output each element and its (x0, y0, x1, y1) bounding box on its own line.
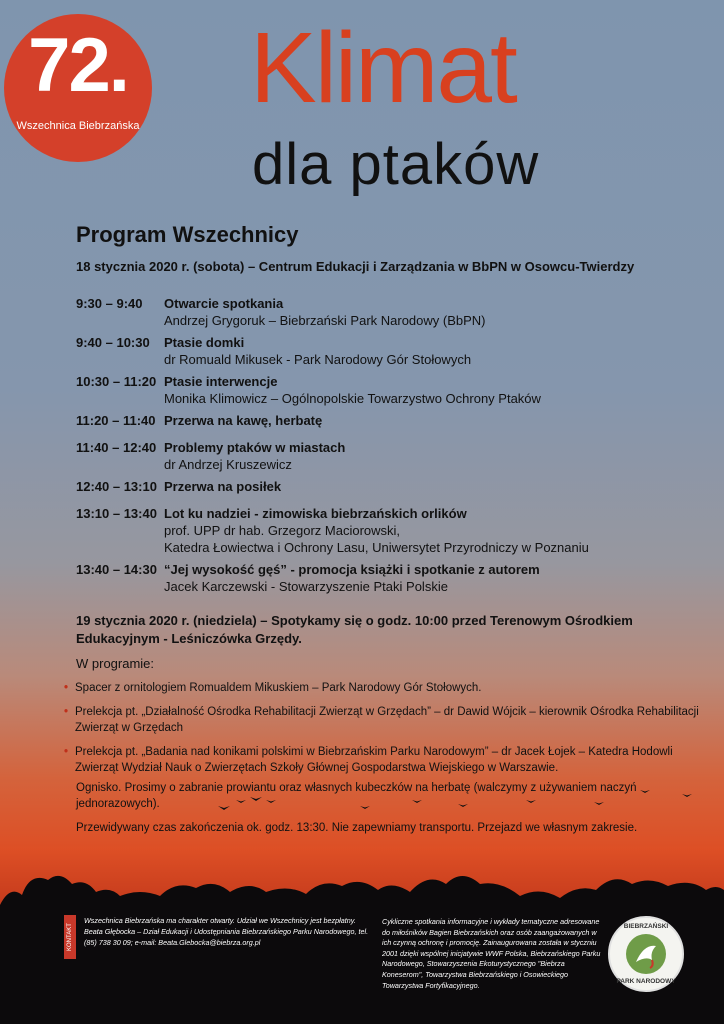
edition-badge (4, 14, 152, 162)
schedule-detail: Monika Klimowicz – Ogólnopolskie Towarzystwo Ochrony Ptaków (164, 391, 541, 406)
schedule-detail: Jacek Karczewski - Stowarzyszenie Ptaki Polskie (164, 579, 448, 594)
schedule-detail: Andrzej Grygoruk – Biebrzański Park Narodowy (BbPN) (164, 313, 486, 328)
schedule-title: “Jej wysokość gęś” - promocja książki i spotkanie z autorem (164, 562, 540, 577)
edition-number: 72. (28, 23, 128, 108)
list-item-text: Spacer z ornitologiem Romualdem Mikuskiem – Park Narodowy Gór Stołowych. (75, 682, 482, 694)
list-item-text: Prelekcja pt. „Badania nad konikami polskimi w Biebrzańskim Parku Narodowym” – dr Jacek Łojek – Katedra Hodowli Zwierząt Wydział Nauk o Zwierzętach Szkoły Głównej Gospodarstwa Wiejskiego w Warszawie. (75, 746, 673, 774)
schedule-detail: Katedra Łowiectwa i Ochrony Lasu, Uniwersytet Przyrodniczy w Poznaniu (164, 540, 589, 555)
program-bullets (64, 680, 704, 784)
schedule-row (76, 479, 676, 495)
bullet-marker: • (64, 706, 69, 718)
list-item (64, 704, 704, 736)
list-item-text: Prelekcja pt. „Działalność Ośrodka Rehabilitacji Zwierząt w Grzędach” – dr Dawid Wójcik – kierownik Ośrodka Rehabilitacji Zwierząt w Grzędach (75, 706, 699, 734)
schedule-time: 12:40 – 13:10 (76, 479, 157, 494)
schedule-title: Ptasie domki (164, 335, 245, 350)
schedule-row (76, 562, 676, 595)
schedule-row (76, 506, 676, 556)
bullet-marker: • (64, 682, 69, 694)
schedule-row (76, 440, 676, 473)
schedule-time: 9:30 – 9:40 (76, 296, 143, 311)
schedule-time: 10:30 – 11:20 (76, 374, 157, 389)
schedule-row (76, 296, 676, 329)
edition-subtitle: Wszechnica Biebrzańska (16, 120, 140, 132)
about-text: Cykliczne spotkania informacyjne i wykłady tematyczne adresowane do miłośników Bagien Biebrzańskich oraz osób zaangażowanych w ich czynną ochronę i promocję. Zainaugurowana została w styczniu 2001 dzięki wspólnej inicjatywie WWF Polska, Biebrzańskiego Parku Narodowego, Stowarzyszenia Ekoturystycznego "Biebrza Koneserom", Towarzystwa Biebrzańskiego i Osowieckiego Towarzystwa Fortyfikacyjnego. (382, 917, 601, 990)
schedule-time: 11:40 – 12:40 (76, 440, 157, 455)
schedule-row (76, 335, 676, 368)
schedule-title: Przerwa na posiłek (164, 479, 282, 494)
schedule-detail: dr Andrzej Kruszewicz (164, 457, 292, 472)
schedule-title: Lot ku nadziei - zimowiska biebrzańskich orlików (164, 506, 467, 521)
in-program-label: W programie: (76, 656, 155, 671)
schedule-title: Problemy ptaków w miastach (164, 440, 346, 455)
day1-heading: 18 stycznia 2020 r. (sobota) – Centrum Edukacji i Zarządzania w BbPN w Osowcu-Twierdzy (76, 259, 635, 274)
schedule-time: 13:10 – 13:40 (76, 506, 157, 521)
kontakt-label: KONTAKT (64, 915, 76, 959)
campfire-note: Ognisko. Prosimy o zabranie prowiantu oraz własnych kubeczków na herbatę (walczymy z używaniem naczyń jednorazowych). (76, 782, 637, 810)
day2-heading: 19 stycznia 2020 r. (niedziela) – Spotykamy się o godz. 10:00 przed Terenowym Ośrodkiem Edukacyjnym - Leśniczówka Grzędy. (76, 613, 633, 646)
schedule-title: Ptasie interwencje (164, 374, 278, 389)
bullet-marker: • (64, 746, 69, 758)
schedule-title: Otwarcie spotkania (164, 296, 284, 311)
end-time-note: Przewidywany czas zakończenia ok. godz. 13:30. Nie zapewniamy transportu. Przejazd we własnym zakresie. (76, 822, 638, 834)
bird-emblem-icon (626, 934, 666, 974)
main-title: Klimat (250, 12, 516, 124)
schedule-time: 13:40 – 14:30 (76, 562, 157, 577)
program-heading: Program Wszechnicy (76, 222, 299, 247)
schedule-detail: dr Romuald Mikusek - Park Narodowy Gór Stołowych (164, 352, 472, 367)
schedule-title: Przerwa na kawę, herbatę (164, 413, 323, 428)
bird-icon (626, 934, 666, 974)
schedule-time: 11:20 – 11:40 (76, 413, 156, 428)
schedule-row (76, 374, 676, 407)
park-logo (608, 916, 684, 992)
contact-text: Wszechnica Biebrzańska ma charakter otwarty. Udział we Wszechnicy jest bezpłatny. Beata Głębocka – Dział Edukacji i Udostępniania Biebrzańskiego Parku Narodowego, tel. (85) 738 30 09; e-mail: Beata.Glebocka@biebrza.org.pl (84, 916, 369, 947)
schedule-detail: prof. UPP dr hab. Grzegorz Maciorowski, (164, 523, 401, 538)
list-item (64, 680, 704, 696)
list-item (64, 744, 704, 776)
schedule-time: 9:40 – 10:30 (76, 335, 150, 350)
schedule (76, 296, 676, 601)
schedule-row (76, 413, 676, 429)
main-subtitle: dla ptaków (252, 132, 540, 197)
logo-top-text: BIEBRZAŃSKI (623, 923, 669, 930)
logo-bottom-text: PARK NARODOWY (616, 978, 676, 985)
